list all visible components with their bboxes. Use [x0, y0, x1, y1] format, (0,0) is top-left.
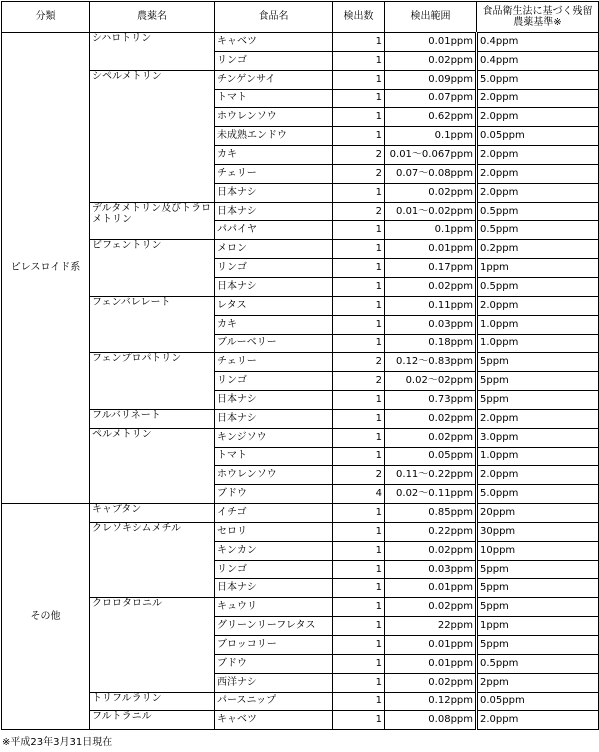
food-cell: トマト [215, 447, 333, 466]
food-cell: 日本ナシ [215, 277, 333, 296]
table-row [2, 33, 599, 52]
table-row [2, 504, 599, 523]
count-cell: 1 [333, 409, 385, 428]
range-cell: 22ppm [385, 617, 477, 636]
count-cell: 1 [333, 391, 385, 410]
count-cell: 1 [333, 541, 385, 560]
standard-cell: 1.0ppm [477, 315, 599, 334]
count-cell: 1 [333, 654, 385, 673]
range-cell: 0.03ppm [385, 560, 477, 579]
food-cell: キャベツ [215, 33, 333, 52]
range-cell: 0.02ppm [385, 428, 477, 447]
pesticide-cell: フェンプロパトリン [90, 353, 215, 410]
food-cell: メロン [215, 240, 333, 259]
standard-cell: 0.4ppm [477, 33, 599, 52]
range-cell: 0.07ppm [385, 89, 477, 108]
standard-cell: 1.0ppm [477, 334, 599, 353]
range-cell: 0.01ppm [385, 636, 477, 655]
standard-cell: 0.05ppm [477, 692, 599, 711]
table-row [2, 353, 599, 372]
standard-cell: 5ppm [477, 372, 599, 391]
range-cell: 0.1ppm [385, 127, 477, 146]
table-body [2, 33, 599, 730]
standard-cell: 0.05ppm [477, 127, 599, 146]
range-cell: 0.02ppm [385, 409, 477, 428]
food-cell: カキ [215, 315, 333, 334]
category-cell: その他 [2, 504, 90, 730]
pesticide-cell: ペルメトリン [90, 428, 215, 503]
range-cell: 0.17ppm [385, 259, 477, 278]
standard-cell: 5ppm [477, 391, 599, 410]
range-cell: 0.09ppm [385, 70, 477, 89]
count-cell: 1 [333, 692, 385, 711]
food-cell: ブドウ [215, 654, 333, 673]
count-cell: 1 [333, 259, 385, 278]
food-cell: イチゴ [215, 504, 333, 523]
range-cell: 0.01ppm [385, 33, 477, 52]
standard-cell: 30ppm [477, 522, 599, 541]
food-cell: チンゲンサイ [215, 70, 333, 89]
standard-cell: 5.0ppm [477, 485, 599, 504]
food-cell: パースニップ [215, 692, 333, 711]
food-cell: リンゴ [215, 51, 333, 70]
count-cell: 1 [333, 51, 385, 70]
count-cell: 1 [333, 617, 385, 636]
standard-cell: 2.0ppm [477, 466, 599, 485]
pesticide-cell: シハロトリン [90, 33, 215, 71]
range-cell: 0.02ppm [385, 541, 477, 560]
food-cell: カキ [215, 146, 333, 165]
food-cell: レタス [215, 296, 333, 315]
table-row [2, 598, 599, 617]
pesticide-cell: トリフルラリン [90, 692, 215, 711]
standard-cell: 5ppm [477, 636, 599, 655]
range-cell: 0.1ppm [385, 221, 477, 240]
range-cell: 0.01～0.02ppm [385, 202, 477, 221]
header-food: 食品名 [215, 2, 333, 33]
pesticide-cell: フェンバレレート [90, 296, 215, 353]
count-cell: 1 [333, 560, 385, 579]
count-cell: 1 [333, 636, 385, 655]
standard-cell: 0.5ppm [477, 202, 599, 221]
count-cell: 1 [333, 522, 385, 541]
food-cell: キンジソウ [215, 428, 333, 447]
food-cell: 日本ナシ [215, 579, 333, 598]
header-range: 検出範囲 [385, 2, 477, 33]
standard-cell: 0.5ppm [477, 221, 599, 240]
food-cell: ブドウ [215, 485, 333, 504]
count-cell: 2 [333, 466, 385, 485]
range-cell: 0.02ppm [385, 598, 477, 617]
food-cell: キャベツ [215, 711, 333, 730]
table-row [2, 240, 599, 259]
food-cell: セロリ [215, 522, 333, 541]
count-cell: 1 [333, 70, 385, 89]
standard-cell: 5.0ppm [477, 70, 599, 89]
standard-cell: 5ppm [477, 353, 599, 372]
standard-cell: 1.0ppm [477, 447, 599, 466]
standard-cell: 1ppm [477, 617, 599, 636]
header-category: 分類 [2, 2, 90, 33]
range-cell: 0.18ppm [385, 334, 477, 353]
food-cell: キュウリ [215, 598, 333, 617]
count-cell: 1 [333, 428, 385, 447]
standard-cell: 2ppm [477, 673, 599, 692]
standard-cell: 2.0ppm [477, 296, 599, 315]
food-cell: リンゴ [215, 259, 333, 278]
food-cell: リンゴ [215, 560, 333, 579]
food-cell: ブルーベリー [215, 334, 333, 353]
table-row [2, 409, 599, 428]
table-row [2, 296, 599, 315]
count-cell: 1 [333, 296, 385, 315]
range-cell: 0.01ppm [385, 654, 477, 673]
food-cell: 未成熟エンドウ [215, 127, 333, 146]
range-cell: 0.02ppm [385, 673, 477, 692]
count-cell: 1 [333, 598, 385, 617]
count-cell: 1 [333, 240, 385, 259]
standard-cell: 10ppm [477, 541, 599, 560]
food-cell: リンゴ [215, 372, 333, 391]
count-cell: 1 [333, 33, 385, 52]
count-cell: 2 [333, 353, 385, 372]
range-cell: 0.73ppm [385, 391, 477, 410]
range-cell: 0.01ppm [385, 240, 477, 259]
count-cell: 1 [333, 277, 385, 296]
count-cell: 1 [333, 673, 385, 692]
count-cell: 4 [333, 485, 385, 504]
count-cell: 2 [333, 164, 385, 183]
count-cell: 2 [333, 372, 385, 391]
table-row [2, 522, 599, 541]
standard-cell: 3.0ppm [477, 428, 599, 447]
range-cell: 0.02～02ppm [385, 372, 477, 391]
standard-cell: 20ppm [477, 504, 599, 523]
count-cell: 1 [333, 89, 385, 108]
table-row [2, 202, 599, 221]
count-cell: 1 [333, 334, 385, 353]
footnote: ※平成23年3月31日現在 [2, 737, 113, 748]
food-cell: 日本ナシ [215, 391, 333, 410]
count-cell: 1 [333, 579, 385, 598]
food-cell: 西洋ナシ [215, 673, 333, 692]
table-row [2, 428, 599, 447]
food-cell: グリーンリーフレタス [215, 617, 333, 636]
table-row [2, 711, 599, 730]
count-cell: 2 [333, 146, 385, 165]
food-cell: パパイヤ [215, 221, 333, 240]
pesticide-cell: ビフェントリン [90, 240, 215, 297]
range-cell: 0.01ppm [385, 579, 477, 598]
range-cell: 0.01～0.067ppm [385, 146, 477, 165]
food-cell: 日本ナシ [215, 202, 333, 221]
range-cell: 0.85ppm [385, 504, 477, 523]
standard-cell: 5ppm [477, 579, 599, 598]
standard-cell: 2.0ppm [477, 409, 599, 428]
standard-cell: 0.2ppm [477, 240, 599, 259]
pesticide-cell: シペルメトリン [90, 70, 215, 202]
residue-table [1, 1, 599, 730]
food-cell: トマト [215, 89, 333, 108]
food-cell: チェリー [215, 353, 333, 372]
pesticide-cell: デルタメトリン及びトラロメトリン [90, 202, 215, 240]
standard-cell: 2.0ppm [477, 711, 599, 730]
count-cell: 1 [333, 447, 385, 466]
pesticide-cell: クロロタロニル [90, 598, 215, 692]
count-cell: 2 [333, 202, 385, 221]
count-cell: 1 [333, 127, 385, 146]
pesticide-cell: フルトラニル [90, 711, 215, 730]
count-cell: 1 [333, 711, 385, 730]
pesticide-cell: フルバリネート [90, 409, 215, 428]
standard-cell: 2.0ppm [477, 183, 599, 202]
range-cell: 0.03ppm [385, 315, 477, 334]
food-cell: 日本ナシ [215, 409, 333, 428]
range-cell: 0.12ppm [385, 692, 477, 711]
standard-cell: 1ppm [477, 259, 599, 278]
range-cell: 0.02ppm [385, 183, 477, 202]
range-cell: 0.22ppm [385, 522, 477, 541]
table-header [2, 2, 599, 33]
range-cell: 0.62ppm [385, 108, 477, 127]
header-count: 検出数 [333, 2, 385, 33]
range-cell: 0.02ppm [385, 277, 477, 296]
count-cell: 1 [333, 183, 385, 202]
standard-cell: 2.0ppm [477, 146, 599, 165]
standard-cell: 0.4ppm [477, 51, 599, 70]
category-cell: ピレスロイド系 [2, 33, 90, 504]
table-row [2, 692, 599, 711]
count-cell: 1 [333, 221, 385, 240]
standard-cell: 5ppm [477, 598, 599, 617]
standard-cell: 2.0ppm [477, 89, 599, 108]
range-cell: 0.07～0.08ppm [385, 164, 477, 183]
header-row [2, 2, 599, 33]
standard-cell: 2.0ppm [477, 108, 599, 127]
header-pesticide: 農薬名 [90, 2, 215, 33]
range-cell: 0.11ppm [385, 296, 477, 315]
table-row [2, 70, 599, 89]
pesticide-cell: キャプタン [90, 504, 215, 523]
range-cell: 0.05ppm [385, 447, 477, 466]
food-cell: キンカン [215, 541, 333, 560]
range-cell: 0.02～0.11ppm [385, 485, 477, 504]
food-cell: ホウレンソウ [215, 466, 333, 485]
header-standard: 食品衛生法に基づく残留農薬基準※ [477, 2, 599, 33]
food-cell: チェリー [215, 164, 333, 183]
range-cell: 0.11～0.22ppm [385, 466, 477, 485]
food-cell: ホウレンソウ [215, 108, 333, 127]
standard-cell: 5ppm [477, 560, 599, 579]
range-cell: 0.12～0.83ppm [385, 353, 477, 372]
pesticide-cell: クレソキシムメチル [90, 522, 215, 597]
standard-cell: 2.0ppm [477, 164, 599, 183]
count-cell: 1 [333, 315, 385, 334]
standard-cell: 0.5ppm [477, 654, 599, 673]
range-cell: 0.08ppm [385, 711, 477, 730]
food-cell: 日本ナシ [215, 183, 333, 202]
count-cell: 1 [333, 108, 385, 127]
count-cell: 1 [333, 504, 385, 523]
standard-cell: 0.5ppm [477, 277, 599, 296]
range-cell: 0.02ppm [385, 51, 477, 70]
food-cell: ブロッコリー [215, 636, 333, 655]
